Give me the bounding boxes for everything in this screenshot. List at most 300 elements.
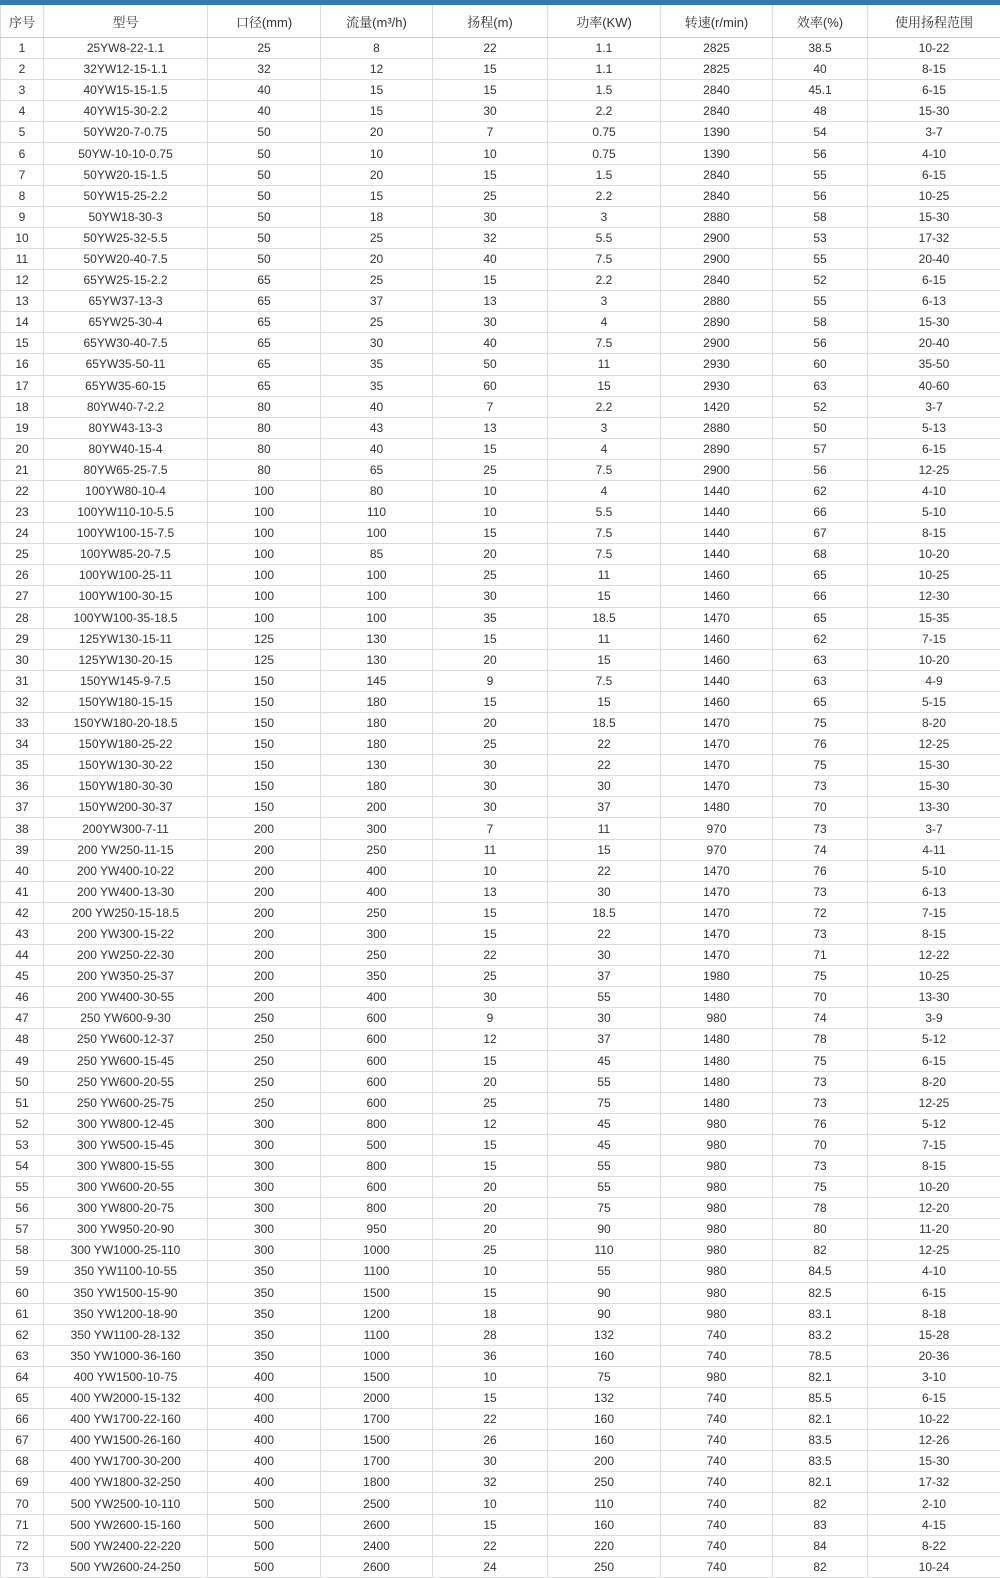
cell-head-m: 7 [433, 818, 548, 839]
cell-power-kw: 22 [548, 860, 661, 881]
cell-speed-rpm: 980 [661, 1134, 773, 1155]
cell-flow-m3h: 600 [321, 1177, 433, 1198]
cell-efficiency-pct: 65 [773, 565, 868, 586]
cell-index: 60 [1, 1282, 44, 1303]
cell-power-kw: 22 [548, 923, 661, 944]
cell-head-m: 25 [433, 1240, 548, 1261]
cell-usable-head-range: 8-18 [868, 1303, 1000, 1324]
cell-model: 400 YW1700-22-160 [44, 1409, 208, 1430]
table-row [1, 1493, 1000, 1514]
cell-model: 50YW25-32-5.5 [44, 227, 208, 248]
cell-power-kw: 55 [548, 1071, 661, 1092]
cell-model: 40YW15-30-2.2 [44, 101, 208, 122]
cell-power-kw: 45 [548, 1050, 661, 1071]
cell-head-m: 30 [433, 586, 548, 607]
cell-flow-m3h: 80 [321, 480, 433, 501]
cell-index: 46 [1, 987, 44, 1008]
table-row [1, 966, 1000, 987]
table-row [1, 270, 1000, 291]
cell-flow-m3h: 130 [321, 755, 433, 776]
cell-model: 150YW180-25-22 [44, 734, 208, 755]
cell-power-kw: 0.75 [548, 143, 661, 164]
cell-flow-m3h: 1700 [321, 1451, 433, 1472]
table-row [1, 1134, 1000, 1155]
cell-index: 63 [1, 1345, 44, 1366]
cell-power-kw: 200 [548, 1451, 661, 1472]
cell-efficiency-pct: 56 [773, 333, 868, 354]
table-row [1, 691, 1000, 712]
cell-efficiency-pct: 45.1 [773, 80, 868, 101]
cell-diameter-mm: 40 [208, 101, 321, 122]
cell-flow-m3h: 250 [321, 839, 433, 860]
cell-speed-rpm: 2840 [661, 270, 773, 291]
cell-flow-m3h: 145 [321, 670, 433, 691]
cell-diameter-mm: 250 [208, 1008, 321, 1029]
cell-head-m: 15 [433, 1514, 548, 1535]
cell-power-kw: 3 [548, 291, 661, 312]
cell-power-kw: 30 [548, 776, 661, 797]
cell-index: 53 [1, 1134, 44, 1155]
cell-model: 400 YW2000-15-132 [44, 1388, 208, 1409]
cell-model: 125YW130-15-11 [44, 628, 208, 649]
cell-flow-m3h: 100 [321, 523, 433, 544]
cell-diameter-mm: 300 [208, 1155, 321, 1176]
cell-head-m: 30 [433, 312, 548, 333]
cell-head-m: 7 [433, 396, 548, 417]
cell-model: 100YW100-15-7.5 [44, 523, 208, 544]
cell-flow-m3h: 1500 [321, 1366, 433, 1387]
table-row [1, 649, 1000, 670]
cell-model: 65YW30-40-7.5 [44, 333, 208, 354]
cell-head-m: 11 [433, 839, 548, 860]
cell-efficiency-pct: 50 [773, 417, 868, 438]
cell-efficiency-pct: 83.1 [773, 1303, 868, 1324]
cell-power-kw: 5.5 [548, 502, 661, 523]
cell-usable-head-range: 15-30 [868, 101, 1000, 122]
cell-speed-rpm: 980 [661, 1240, 773, 1261]
cell-head-m: 35 [433, 607, 548, 628]
cell-flow-m3h: 600 [321, 1029, 433, 1050]
cell-index: 70 [1, 1493, 44, 1514]
cell-flow-m3h: 400 [321, 881, 433, 902]
table-row [1, 396, 1000, 417]
cell-usable-head-range: 10-20 [868, 544, 1000, 565]
cell-head-m: 10 [433, 1366, 548, 1387]
cell-efficiency-pct: 62 [773, 628, 868, 649]
cell-head-m: 30 [433, 755, 548, 776]
table-row [1, 1472, 1000, 1493]
cell-index: 4 [1, 101, 44, 122]
cell-efficiency-pct: 53 [773, 227, 868, 248]
cell-power-kw: 75 [548, 1198, 661, 1219]
cell-diameter-mm: 200 [208, 881, 321, 902]
cell-efficiency-pct: 76 [773, 860, 868, 881]
cell-index: 8 [1, 185, 44, 206]
cell-speed-rpm: 740 [661, 1514, 773, 1535]
cell-model: 250 YW600-20-55 [44, 1071, 208, 1092]
cell-speed-rpm: 2840 [661, 185, 773, 206]
cell-diameter-mm: 50 [208, 122, 321, 143]
table-row [1, 1155, 1000, 1176]
cell-flow-m3h: 400 [321, 987, 433, 1008]
cell-model: 300 YW800-20-75 [44, 1198, 208, 1219]
cell-power-kw: 2.2 [548, 101, 661, 122]
cell-head-m: 40 [433, 248, 548, 269]
cell-flow-m3h: 20 [321, 122, 433, 143]
table-row [1, 59, 1000, 80]
cell-flow-m3h: 43 [321, 417, 433, 438]
cell-speed-rpm: 1460 [661, 691, 773, 712]
cell-index: 7 [1, 164, 44, 185]
cell-speed-rpm: 2880 [661, 417, 773, 438]
table-row [1, 333, 1000, 354]
cell-index: 43 [1, 923, 44, 944]
cell-flow-m3h: 2400 [321, 1535, 433, 1556]
cell-flow-m3h: 100 [321, 565, 433, 586]
cell-diameter-mm: 500 [208, 1514, 321, 1535]
cell-power-kw: 132 [548, 1388, 661, 1409]
cell-flow-m3h: 110 [321, 502, 433, 523]
cell-power-kw: 4 [548, 480, 661, 501]
cell-speed-rpm: 980 [661, 1198, 773, 1219]
cell-index: 20 [1, 438, 44, 459]
cell-efficiency-pct: 75 [773, 1177, 868, 1198]
table-row [1, 227, 1000, 248]
cell-diameter-mm: 150 [208, 670, 321, 691]
cell-model: 350 YW1500-15-90 [44, 1282, 208, 1303]
cell-diameter-mm: 100 [208, 586, 321, 607]
cell-diameter-mm: 150 [208, 691, 321, 712]
cell-usable-head-range: 10-20 [868, 1177, 1000, 1198]
cell-efficiency-pct: 74 [773, 839, 868, 860]
cell-speed-rpm: 2825 [661, 59, 773, 80]
cell-flow-m3h: 600 [321, 1092, 433, 1113]
cell-flow-m3h: 300 [321, 923, 433, 944]
cell-efficiency-pct: 68 [773, 544, 868, 565]
cell-speed-rpm: 2880 [661, 291, 773, 312]
table-row [1, 1008, 1000, 1029]
cell-speed-rpm: 1460 [661, 565, 773, 586]
cell-speed-rpm: 740 [661, 1493, 773, 1514]
cell-flow-m3h: 800 [321, 1198, 433, 1219]
cell-power-kw: 1.1 [548, 38, 661, 59]
cell-power-kw: 18.5 [548, 902, 661, 923]
table-row [1, 902, 1000, 923]
cell-head-m: 22 [433, 1409, 548, 1430]
cell-speed-rpm: 1390 [661, 143, 773, 164]
cell-model: 200 YW400-13-30 [44, 881, 208, 902]
cell-efficiency-pct: 83.2 [773, 1324, 868, 1345]
cell-power-kw: 37 [548, 797, 661, 818]
cell-head-m: 15 [433, 164, 548, 185]
cell-diameter-mm: 125 [208, 628, 321, 649]
cell-usable-head-range: 8-20 [868, 713, 1000, 734]
cell-efficiency-pct: 73 [773, 923, 868, 944]
cell-index: 34 [1, 734, 44, 755]
cell-speed-rpm: 2840 [661, 164, 773, 185]
cell-speed-rpm: 2900 [661, 227, 773, 248]
cell-head-m: 25 [433, 1092, 548, 1113]
cell-usable-head-range: 12-25 [868, 1092, 1000, 1113]
cell-flow-m3h: 2600 [321, 1514, 433, 1535]
cell-head-m: 15 [433, 628, 548, 649]
cell-index: 36 [1, 776, 44, 797]
table-row [1, 1345, 1000, 1366]
table-row [1, 1556, 1000, 1577]
cell-flow-m3h: 300 [321, 818, 433, 839]
header-speed-rpm: 转速(r/min) [661, 5, 773, 38]
cell-index: 17 [1, 375, 44, 396]
cell-diameter-mm: 65 [208, 354, 321, 375]
cell-index: 65 [1, 1388, 44, 1409]
cell-power-kw: 2.2 [548, 270, 661, 291]
cell-flow-m3h: 25 [321, 227, 433, 248]
cell-head-m: 20 [433, 713, 548, 734]
cell-efficiency-pct: 74 [773, 1008, 868, 1029]
cell-speed-rpm: 1460 [661, 649, 773, 670]
cell-flow-m3h: 30 [321, 333, 433, 354]
cell-index: 22 [1, 480, 44, 501]
table-row [1, 1071, 1000, 1092]
cell-head-m: 15 [433, 1282, 548, 1303]
cell-head-m: 32 [433, 1472, 548, 1493]
cell-diameter-mm: 25 [208, 38, 321, 59]
cell-efficiency-pct: 60 [773, 354, 868, 375]
cell-usable-head-range: 6-15 [868, 1050, 1000, 1071]
cell-usable-head-range: 6-15 [868, 1282, 1000, 1303]
cell-speed-rpm: 1470 [661, 902, 773, 923]
cell-speed-rpm: 740 [661, 1472, 773, 1493]
cell-index: 49 [1, 1050, 44, 1071]
cell-model: 150YW180-20-18.5 [44, 713, 208, 734]
table-row [1, 1324, 1000, 1345]
cell-model: 150YW180-30-30 [44, 776, 208, 797]
table-row [1, 607, 1000, 628]
cell-model: 125YW130-20-15 [44, 649, 208, 670]
cell-flow-m3h: 180 [321, 713, 433, 734]
cell-power-kw: 18.5 [548, 607, 661, 628]
cell-efficiency-pct: 48 [773, 101, 868, 122]
table-row [1, 38, 1000, 59]
cell-power-kw: 90 [548, 1282, 661, 1303]
cell-flow-m3h: 15 [321, 101, 433, 122]
cell-power-kw: 7.5 [548, 523, 661, 544]
cell-model: 65YW37-13-3 [44, 291, 208, 312]
cell-model: 350 YW1000-36-160 [44, 1345, 208, 1366]
cell-power-kw: 15 [548, 586, 661, 607]
cell-usable-head-range: 12-30 [868, 586, 1000, 607]
cell-power-kw: 250 [548, 1472, 661, 1493]
cell-speed-rpm: 740 [661, 1535, 773, 1556]
cell-model: 32YW12-15-1.1 [44, 59, 208, 80]
cell-diameter-mm: 250 [208, 1071, 321, 1092]
cell-diameter-mm: 300 [208, 1219, 321, 1240]
cell-power-kw: 3 [548, 206, 661, 227]
cell-speed-rpm: 1440 [661, 502, 773, 523]
cell-index: 73 [1, 1556, 44, 1577]
cell-diameter-mm: 50 [208, 248, 321, 269]
table-row [1, 143, 1000, 164]
cell-head-m: 30 [433, 1451, 548, 1472]
header-diameter-mm: 口径(mm) [208, 5, 321, 38]
header-flow-m3h: 流量(m³/h) [321, 5, 433, 38]
cell-usable-head-range: 6-13 [868, 291, 1000, 312]
cell-head-m: 15 [433, 523, 548, 544]
cell-usable-head-range: 12-20 [868, 1198, 1000, 1219]
cell-efficiency-pct: 63 [773, 375, 868, 396]
cell-usable-head-range: 6-15 [868, 80, 1000, 101]
cell-head-m: 7 [433, 122, 548, 143]
cell-head-m: 22 [433, 38, 548, 59]
cell-usable-head-range: 5-15 [868, 691, 1000, 712]
header-index: 序号 [1, 5, 44, 38]
table-row [1, 987, 1000, 1008]
cell-power-kw: 7.5 [548, 333, 661, 354]
cell-model: 25YW8-22-1.1 [44, 38, 208, 59]
cell-speed-rpm: 980 [661, 1366, 773, 1387]
cell-head-m: 30 [433, 797, 548, 818]
cell-diameter-mm: 200 [208, 987, 321, 1008]
cell-head-m: 10 [433, 1261, 548, 1282]
table-row [1, 185, 1000, 206]
cell-index: 2 [1, 59, 44, 80]
header-usable-head-range: 使用扬程范围 [868, 5, 1000, 38]
cell-diameter-mm: 50 [208, 206, 321, 227]
cell-power-kw: 1.5 [548, 80, 661, 101]
cell-efficiency-pct: 78 [773, 1029, 868, 1050]
cell-power-kw: 11 [548, 354, 661, 375]
cell-speed-rpm: 2900 [661, 459, 773, 480]
cell-diameter-mm: 100 [208, 607, 321, 628]
cell-efficiency-pct: 56 [773, 143, 868, 164]
cell-head-m: 12 [433, 1029, 548, 1050]
cell-diameter-mm: 65 [208, 291, 321, 312]
cell-model: 350 YW1200-18-90 [44, 1303, 208, 1324]
cell-index: 52 [1, 1113, 44, 1134]
cell-flow-m3h: 800 [321, 1113, 433, 1134]
table-row [1, 818, 1000, 839]
cell-usable-head-range: 35-50 [868, 354, 1000, 375]
cell-efficiency-pct: 54 [773, 122, 868, 143]
cell-head-m: 20 [433, 649, 548, 670]
cell-usable-head-range: 15-30 [868, 206, 1000, 227]
cell-diameter-mm: 50 [208, 143, 321, 164]
cell-model: 250 YW600-12-37 [44, 1029, 208, 1050]
cell-usable-head-range: 8-15 [868, 923, 1000, 944]
cell-efficiency-pct: 82 [773, 1556, 868, 1577]
cell-diameter-mm: 400 [208, 1451, 321, 1472]
cell-usable-head-range: 8-15 [868, 523, 1000, 544]
cell-model: 100YW100-25-11 [44, 565, 208, 586]
cell-power-kw: 75 [548, 1366, 661, 1387]
cell-head-m: 25 [433, 734, 548, 755]
cell-model: 300 YW500-15-45 [44, 1134, 208, 1155]
cell-head-m: 15 [433, 1155, 548, 1176]
cell-model: 65YW25-30-4 [44, 312, 208, 333]
cell-diameter-mm: 150 [208, 755, 321, 776]
cell-flow-m3h: 1800 [321, 1472, 433, 1493]
cell-index: 31 [1, 670, 44, 691]
cell-efficiency-pct: 73 [773, 1092, 868, 1113]
cell-diameter-mm: 150 [208, 776, 321, 797]
cell-model: 250 YW600-9-30 [44, 1008, 208, 1029]
cell-efficiency-pct: 71 [773, 945, 868, 966]
cell-model: 65YW25-15-2.2 [44, 270, 208, 291]
cell-diameter-mm: 100 [208, 523, 321, 544]
cell-usable-head-range: 3-7 [868, 122, 1000, 143]
cell-model: 80YW65-25-7.5 [44, 459, 208, 480]
cell-model: 350 YW1100-10-55 [44, 1261, 208, 1282]
cell-flow-m3h: 950 [321, 1219, 433, 1240]
cell-diameter-mm: 500 [208, 1493, 321, 1514]
cell-efficiency-pct: 65 [773, 607, 868, 628]
table-body [1, 38, 1000, 1578]
cell-index: 38 [1, 818, 44, 839]
cell-flow-m3h: 20 [321, 248, 433, 269]
cell-usable-head-range: 10-25 [868, 966, 1000, 987]
cell-usable-head-range: 8-15 [868, 1155, 1000, 1176]
cell-index: 47 [1, 1008, 44, 1029]
cell-usable-head-range: 5-10 [868, 860, 1000, 881]
cell-efficiency-pct: 66 [773, 586, 868, 607]
cell-head-m: 30 [433, 101, 548, 122]
cell-speed-rpm: 980 [661, 1155, 773, 1176]
cell-flow-m3h: 1100 [321, 1261, 433, 1282]
cell-flow-m3h: 100 [321, 607, 433, 628]
cell-head-m: 24 [433, 1556, 548, 1577]
cell-power-kw: 55 [548, 1177, 661, 1198]
cell-diameter-mm: 200 [208, 902, 321, 923]
table-row [1, 1282, 1000, 1303]
cell-diameter-mm: 400 [208, 1388, 321, 1409]
cell-flow-m3h: 12 [321, 59, 433, 80]
cell-index: 56 [1, 1198, 44, 1219]
cell-usable-head-range: 5-12 [868, 1029, 1000, 1050]
cell-index: 24 [1, 523, 44, 544]
cell-index: 61 [1, 1303, 44, 1324]
cell-flow-m3h: 600 [321, 1071, 433, 1092]
cell-speed-rpm: 1470 [661, 607, 773, 628]
cell-head-m: 10 [433, 480, 548, 501]
cell-index: 48 [1, 1029, 44, 1050]
cell-power-kw: 55 [548, 987, 661, 1008]
cell-flow-m3h: 8 [321, 38, 433, 59]
cell-flow-m3h: 35 [321, 354, 433, 375]
cell-index: 10 [1, 227, 44, 248]
cell-usable-head-range: 15-30 [868, 1451, 1000, 1472]
cell-speed-rpm: 980 [661, 1113, 773, 1134]
cell-usable-head-range: 4-9 [868, 670, 1000, 691]
cell-efficiency-pct: 70 [773, 797, 868, 818]
cell-diameter-mm: 80 [208, 459, 321, 480]
cell-speed-rpm: 1480 [661, 797, 773, 818]
table-row [1, 375, 1000, 396]
cell-speed-rpm: 970 [661, 818, 773, 839]
cell-speed-rpm: 2890 [661, 438, 773, 459]
pump-spec-table [0, 5, 1000, 1578]
cell-diameter-mm: 65 [208, 270, 321, 291]
cell-efficiency-pct: 52 [773, 396, 868, 417]
cell-efficiency-pct: 73 [773, 776, 868, 797]
cell-efficiency-pct: 70 [773, 1134, 868, 1155]
cell-head-m: 13 [433, 881, 548, 902]
cell-model: 50YW20-15-1.5 [44, 164, 208, 185]
cell-head-m: 32 [433, 227, 548, 248]
cell-model: 100YW85-20-7.5 [44, 544, 208, 565]
cell-power-kw: 160 [548, 1345, 661, 1366]
cell-model: 300 YW1000-25-110 [44, 1240, 208, 1261]
cell-diameter-mm: 500 [208, 1556, 321, 1577]
